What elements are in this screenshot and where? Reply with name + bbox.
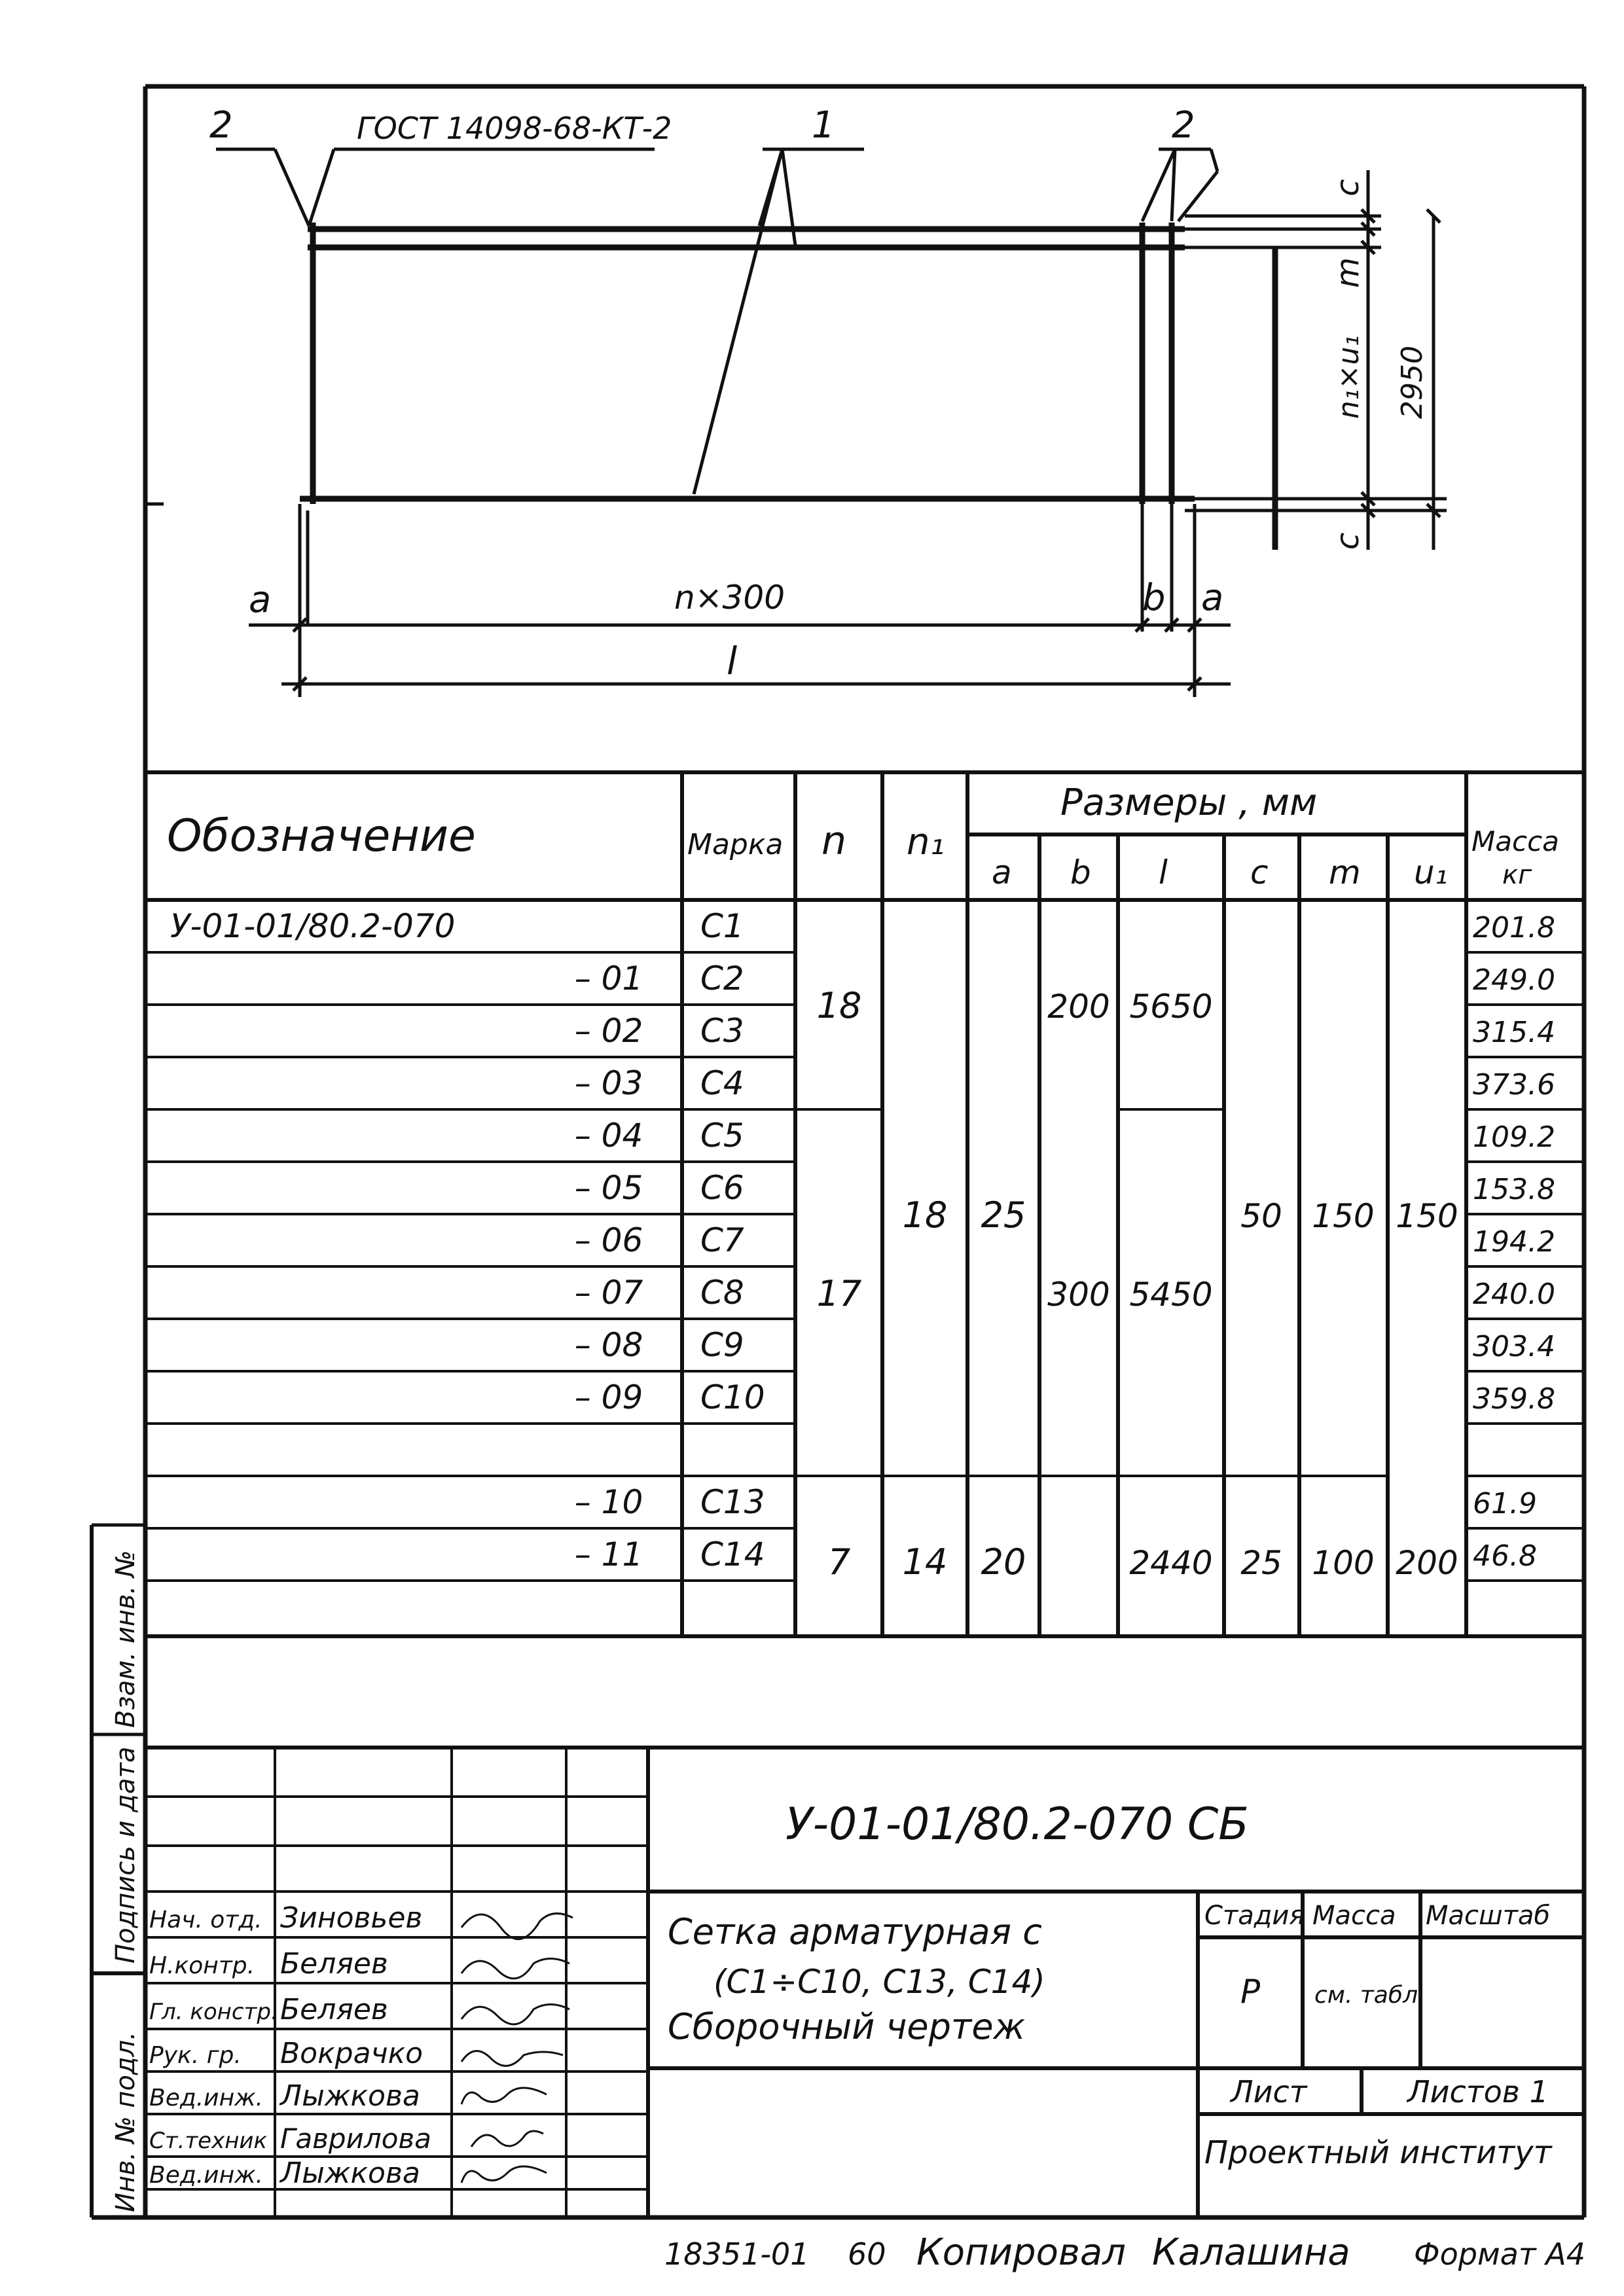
signature-role: Вед.инж. <box>149 2085 263 2111</box>
dim-c-top-label: c <box>1329 179 1366 196</box>
row-mark: С9 <box>700 1326 744 1364</box>
row-mass: 373.6 <box>1473 1068 1555 1102</box>
row-mark: С13 <box>700 1483 765 1521</box>
row-mark: С6 <box>700 1169 744 1207</box>
dim-c-bottom-label: c <box>1329 532 1366 550</box>
row-designation: – 08 <box>574 1326 643 1364</box>
callout-2-right-label: 2 <box>1172 104 1195 147</box>
drawing-code: У-01-01/80.2-070 СБ <box>785 1799 1249 1850</box>
signature-name: Зиновьев <box>280 1901 423 1935</box>
row-mark: С5 <box>700 1117 744 1155</box>
c-group-2: 25 <box>1240 1544 1282 1582</box>
description-line-3: Сборочный чертеж <box>668 2006 1026 2047</box>
replace-inv-label: Взам. инв. № <box>111 1550 141 1728</box>
dim-height-label: 2950 <box>1396 346 1429 419</box>
signature-role: Ст.техник <box>149 2128 268 2154</box>
signature-row <box>149 1901 422 1935</box>
row-mass: 303.4 <box>1473 1330 1555 1363</box>
row-designation: – 11 <box>574 1535 643 1573</box>
signature-name: Лыжкова <box>280 2157 420 2190</box>
stage-value: Р <box>1240 1973 1261 2011</box>
n-group-1: 18 <box>816 985 862 1026</box>
signature-row <box>149 2079 420 2113</box>
dim-l-label: l <box>727 639 738 683</box>
signature-role: Гл. констр. <box>149 1999 278 2025</box>
signature-row <box>149 2123 431 2155</box>
header-c: c <box>1250 853 1269 891</box>
row-mark: С2 <box>700 960 744 997</box>
u1-group-2: 200 <box>1396 1544 1458 1582</box>
signature-role: Рук. гр. <box>149 2042 242 2069</box>
header-n: n <box>821 818 847 864</box>
row-designation: – 04 <box>574 1117 643 1155</box>
row-mark: С8 <box>700 1274 744 1312</box>
signature-name: Вокрачко <box>280 2037 424 2070</box>
b-group-1: 200 <box>1047 988 1110 1026</box>
row-mark: С10 <box>700 1378 765 1416</box>
footer-copied-name: Калашина <box>1152 2231 1350 2274</box>
description-line-1: Сетка арматурная с <box>668 1911 1042 1952</box>
n1-group-2: 14 <box>902 1541 948 1583</box>
footer-number: 18351-01 <box>664 2236 810 2272</box>
header-m: m <box>1329 853 1361 891</box>
signature-role: Нач. отд. <box>149 1907 262 1933</box>
dim-m-label: m <box>1329 257 1366 288</box>
row-mass: 315.4 <box>1473 1016 1555 1049</box>
b-group-2: 300 <box>1047 1276 1110 1314</box>
footer-format-code: 60 <box>848 2236 886 2272</box>
dim-a-right-label: a <box>1201 577 1224 619</box>
a-group-1: 25 <box>981 1194 1026 1236</box>
n1-group-1: 18 <box>902 1194 948 1236</box>
header-a: a <box>992 853 1012 891</box>
row-mass: 359.8 <box>1473 1382 1555 1416</box>
row-mass: 61.9 <box>1473 1487 1537 1520</box>
header-l: l <box>1159 853 1168 891</box>
header-mark: Марка <box>687 828 784 861</box>
mass-value: см. табл. <box>1314 1982 1426 2009</box>
row-mass: 46.8 <box>1473 1539 1537 1573</box>
footer-copied-label: Копировал <box>916 2231 1126 2274</box>
row-designation: – 03 <box>574 1064 643 1102</box>
row-mass: 194.2 <box>1473 1225 1555 1259</box>
row-designation: – 05 <box>574 1169 643 1207</box>
header-mass-unit: кг <box>1502 860 1532 890</box>
row-designation: У-01-01/80.2-070 <box>170 907 456 945</box>
l-group-1: 5650 <box>1129 988 1213 1026</box>
row-mark: С3 <box>700 1012 744 1050</box>
n-group-2: 17 <box>816 1273 862 1314</box>
dim-a-left-label: a <box>249 579 272 621</box>
u1-group-1: 150 <box>1396 1197 1458 1235</box>
dim-n1-u1-label: n₁×u₁ <box>1332 335 1365 419</box>
header-designation: Обозначение <box>167 810 476 862</box>
row-mark: С14 <box>700 1535 765 1573</box>
row-designation: – 01 <box>574 960 643 997</box>
row-mass: 153.8 <box>1473 1173 1555 1206</box>
signature-name: Беляев <box>280 1993 388 2026</box>
signature-name: Гаврилова <box>280 2123 431 2155</box>
row-designation: – 07 <box>574 1274 643 1312</box>
m-group-1: 150 <box>1312 1197 1375 1235</box>
row-mass: 240.0 <box>1473 1278 1555 1311</box>
dim-span-label: n×300 <box>674 579 785 617</box>
signature-row <box>149 2157 420 2190</box>
header-u1: u₁ <box>1414 853 1448 891</box>
header-b: b <box>1070 853 1091 891</box>
stage-label: Стадия <box>1204 1901 1305 1931</box>
l-group-3: 2440 <box>1129 1544 1213 1582</box>
signature-name: Беляев <box>280 1947 388 1981</box>
scale-label: Масштаб <box>1426 1901 1551 1931</box>
row-mass: 249.0 <box>1473 963 1555 997</box>
row-mass: 109.2 <box>1473 1121 1555 1154</box>
signature-role: Н.контр. <box>149 1952 255 1979</box>
callout-standard-label: ГОСТ 14098-68-КТ-2 <box>357 111 672 146</box>
row-mark: С4 <box>700 1064 744 1102</box>
callout-1-label: 1 <box>812 104 835 147</box>
m-group-2: 100 <box>1312 1544 1375 1582</box>
row-mark: С7 <box>700 1221 744 1259</box>
signature-name: Лыжкова <box>280 2079 420 2113</box>
row-designation: – 09 <box>574 1378 643 1416</box>
row-designation: – 02 <box>574 1012 643 1050</box>
c-group-1: 50 <box>1240 1197 1282 1235</box>
n-group-3: 7 <box>827 1541 851 1583</box>
callout-2-left-label: 2 <box>209 104 233 147</box>
a-group-2: 20 <box>981 1541 1026 1583</box>
signature-row <box>149 2037 423 2070</box>
sheets-label: Листов 1 <box>1407 2074 1549 2109</box>
inv-label: Инв. № подл. <box>111 2032 141 2212</box>
row-designation: – 06 <box>574 1221 643 1259</box>
row-designation: – 10 <box>574 1483 643 1521</box>
footer <box>664 2231 1585 2274</box>
signature-role: Вед.инж. <box>149 2162 263 2189</box>
footer-format-label: Формат А4 <box>1414 2236 1585 2272</box>
mass-label: Масса <box>1312 1901 1396 1931</box>
header-n1: n₁ <box>907 821 945 863</box>
row-mass: 201.8 <box>1473 911 1555 944</box>
row-mark: С1 <box>700 907 744 945</box>
description-line-2: (С1÷С10, С13, С14) <box>713 1963 1045 2001</box>
header-mass: Масса <box>1471 825 1559 857</box>
sign-date-label: Подпись и дата <box>111 1746 141 1964</box>
l-group-2: 5450 <box>1129 1276 1213 1314</box>
dim-b-label: b <box>1142 577 1166 619</box>
sheet-label: Лист <box>1231 2074 1307 2109</box>
organization-name: Проектный институт <box>1204 2134 1552 2171</box>
header-dimensions: Размеры , мм <box>1060 781 1318 824</box>
